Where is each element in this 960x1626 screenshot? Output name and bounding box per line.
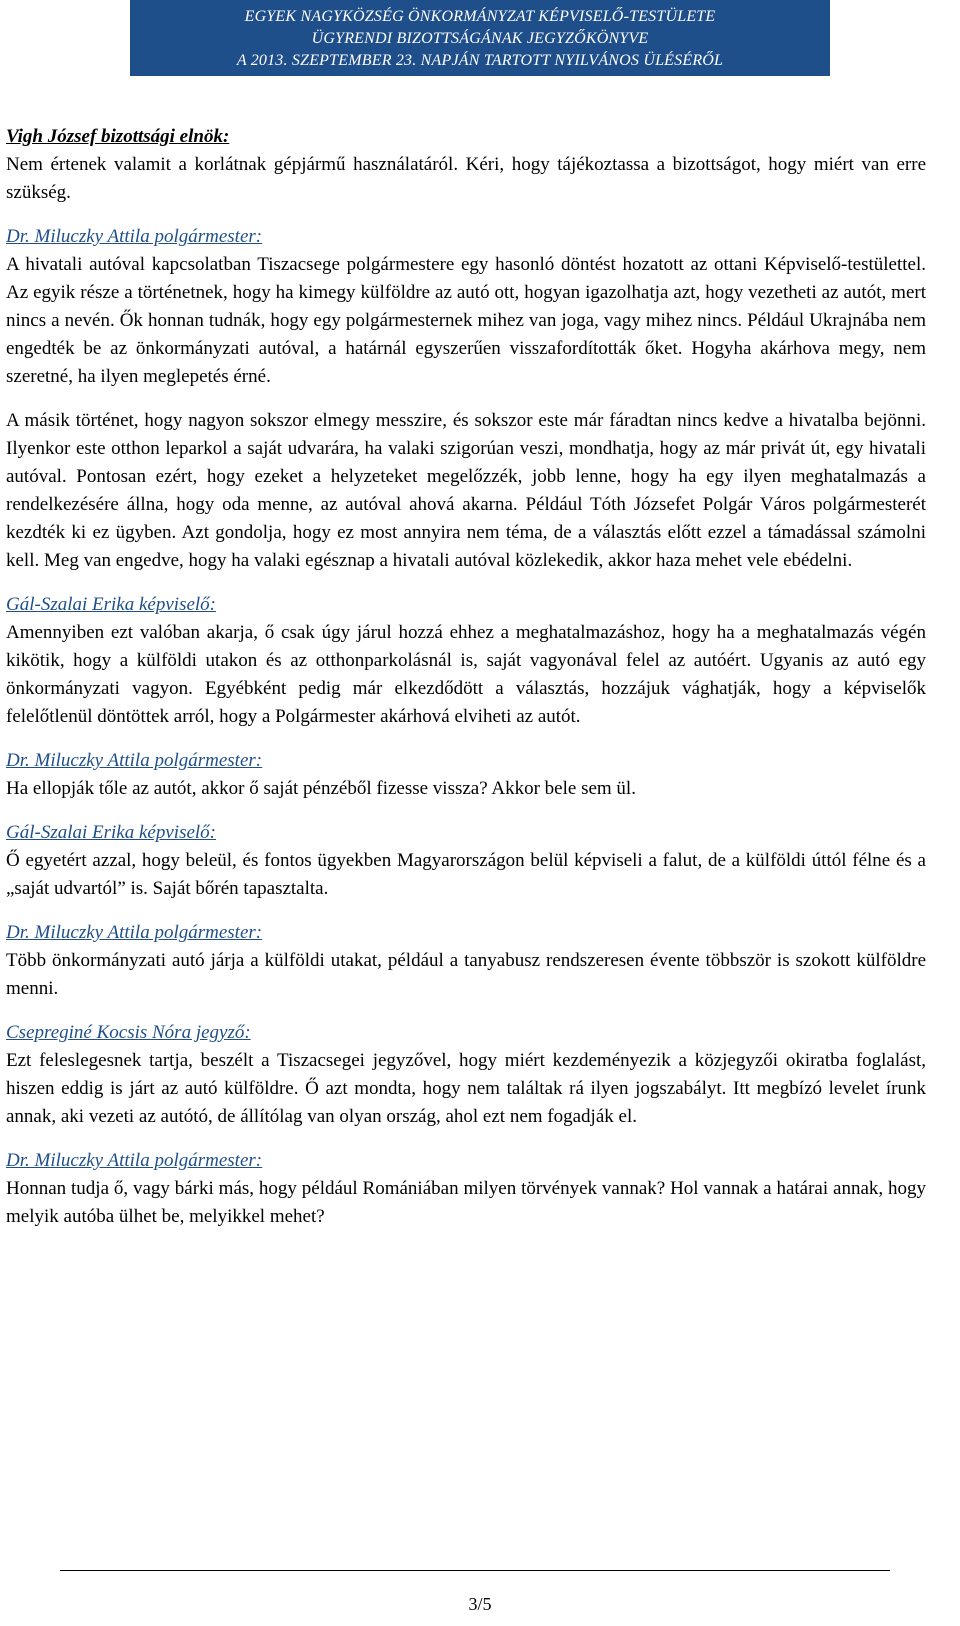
speech-paragraph: Nem értenek valamit a korlátnak gépjármű használatáról. Kéri, hogy tájékoztassa a bizottságot, hogy miért van erre szükség. bbox=[6, 154, 926, 203]
speech-block bbox=[6, 123, 926, 207]
header-line-2: ÜGYRENDI BIZOTTSÁGÁNAK JEGYZŐKÖNYVE bbox=[311, 30, 649, 47]
speaker-name: Dr. Miluczky Attila polgármester: bbox=[6, 750, 263, 771]
footer-rule bbox=[60, 1570, 890, 1571]
speech-block bbox=[6, 223, 926, 575]
speech-block bbox=[6, 1019, 926, 1131]
speech-paragraph: Több önkormányzati autó járja a külföldi utakat, például a tanyabusz rendszeresen évente többször is szokott külföldre menni. bbox=[6, 950, 926, 999]
speech-paragraph: Ezt feleslegesnek tartja, beszélt a Tiszacsegei jegyzővel, hogy miért kezdeményezik a közjegyzői okiratba foglalást, hiszen eddig is járt az autó külföldre. Ő azt mondta, hogy nem találtak rá ilyen jogszabályt. Itt megbízó levelet írunk annak, aki vezeti az autótó, de állítólag van olyan ország, ahol ezt nem fogadják el. bbox=[6, 1050, 926, 1127]
speech-paragraph: Ő egyetért azzal, hogy beleül, és fontos ügyekben Magyarországon belül képviseli a falut, de a külföldi úttól félne és a „saját udvartól” is. Saját bőrén tapasztalta. bbox=[6, 850, 926, 899]
speech-block bbox=[6, 819, 926, 903]
speech-block bbox=[6, 747, 926, 803]
speaker-name: Dr. Miluczky Attila polgármester: bbox=[6, 226, 263, 247]
speech-paragraph: Honnan tudja ő, vagy bárki más, hogy például Romániában milyen törvények vannak? Hol vannak a határai annak, hogy melyik autóba ülhet be, melyikkel mehet? bbox=[6, 1178, 926, 1227]
speech-block bbox=[6, 919, 926, 1003]
speech-paragraph: A hivatali autóval kapcsolatban Tiszacsege polgármestere egy hasonló döntést hozatott az ottani Képviselő-testülettel. Az egyik része a történetnek, hogy ha kimegy külföldre az autó ott, hogyan igazolhatja azt, hogy vezetheti az autót, mert nincs a nevén. Ők honnan tudnák, hogy egy polgármesternek mihez van joga, vagy mihez nincs. Például Ukrajnába nem engedték be az önkormányzati autóval, a határnál egyszerűen visszafordították őket. Hogyha akárhova megy, nem szeretné, ha ilyen meglepetés érné. bbox=[6, 254, 926, 387]
speaker-name: Gál-Szalai Erika képviselő: bbox=[6, 594, 217, 615]
speech-paragraph: A másik történet, hogy nagyon sokszor elmegy messzire, és sokszor este már fáradtan nincs kedve a hivatalba bejönni. Ilyenkor este otthon leparkol a saját udvarára, ha valaki szigorúan veszi, mondhatja, hogy az már privát út, egy hivatali autóval. Pontosan ezért, hogy ezeket a helyzeteket megelőzzék, jobb lenne, hogy ha egy ilyen meghatalmazás a rendelkezésére állna, hogy oda menne, az autóval ahová akarna. Például Tóth Józsefet Polgár Város polgármesterét kezdték ki ez ügyben. Azt gondolja, hogy ez most annyira nem téma, de a választás előtt ezzel a támadással számolni kell. Meg van engedve, hogy ha valaki egésznap a hivatali autóval közlekedik, akkor haza mehet vele ebédelni. bbox=[6, 410, 926, 571]
speech-paragraph: Amennyiben ezt valóban akarja, ő csak úgy járul hozzá ehhez a meghatalmazáshoz, hogy ha a meghatalmazás végén kikötik, hogy a külföldi utakon és az otthonparkolásnál is, saját vagyonával felel az autóért. Ugyanis az autó egy önkormányzati vagyon. Egyébként pedig már elkezdődött a választás, hozzájuk vághatják, hogy a képviselők felelőtlenül döntöttek arról, hogy a Polgármester akárhová elviheti az autót. bbox=[6, 622, 926, 727]
speaker-name: Dr. Miluczky Attila polgármester: bbox=[6, 922, 263, 943]
speaker-name: Vigh József bizottsági elnök: bbox=[6, 126, 230, 147]
header-line-3: A 2013. SZEPTEMBER 23. NAPJÁN TARTOTT NYILVÁNOS ÜLÉSÉRŐL bbox=[236, 52, 724, 69]
speaker-name: Csepreginé Kocsis Nóra jegyző: bbox=[6, 1022, 251, 1043]
speech-paragraph: Ha ellopják tőle az autót, akkor ő saját pénzéből fizesse vissza? Akkor bele sem ül. bbox=[6, 778, 636, 799]
speaker-name: Dr. Miluczky Attila polgármester: bbox=[6, 1150, 263, 1171]
speech-block bbox=[6, 591, 926, 731]
speaker-name: Gál-Szalai Erika képviselő: bbox=[6, 822, 217, 843]
header-line-1: EGYEK NAGYKÖZSÉG ÖNKORMÁNYZAT KÉPVISELŐ-TESTÜLETE bbox=[244, 8, 716, 25]
document-header bbox=[130, 0, 830, 76]
speech-block bbox=[6, 1147, 926, 1231]
page-number: 3/5 bbox=[468, 1594, 492, 1614]
minutes-body bbox=[6, 123, 926, 1247]
